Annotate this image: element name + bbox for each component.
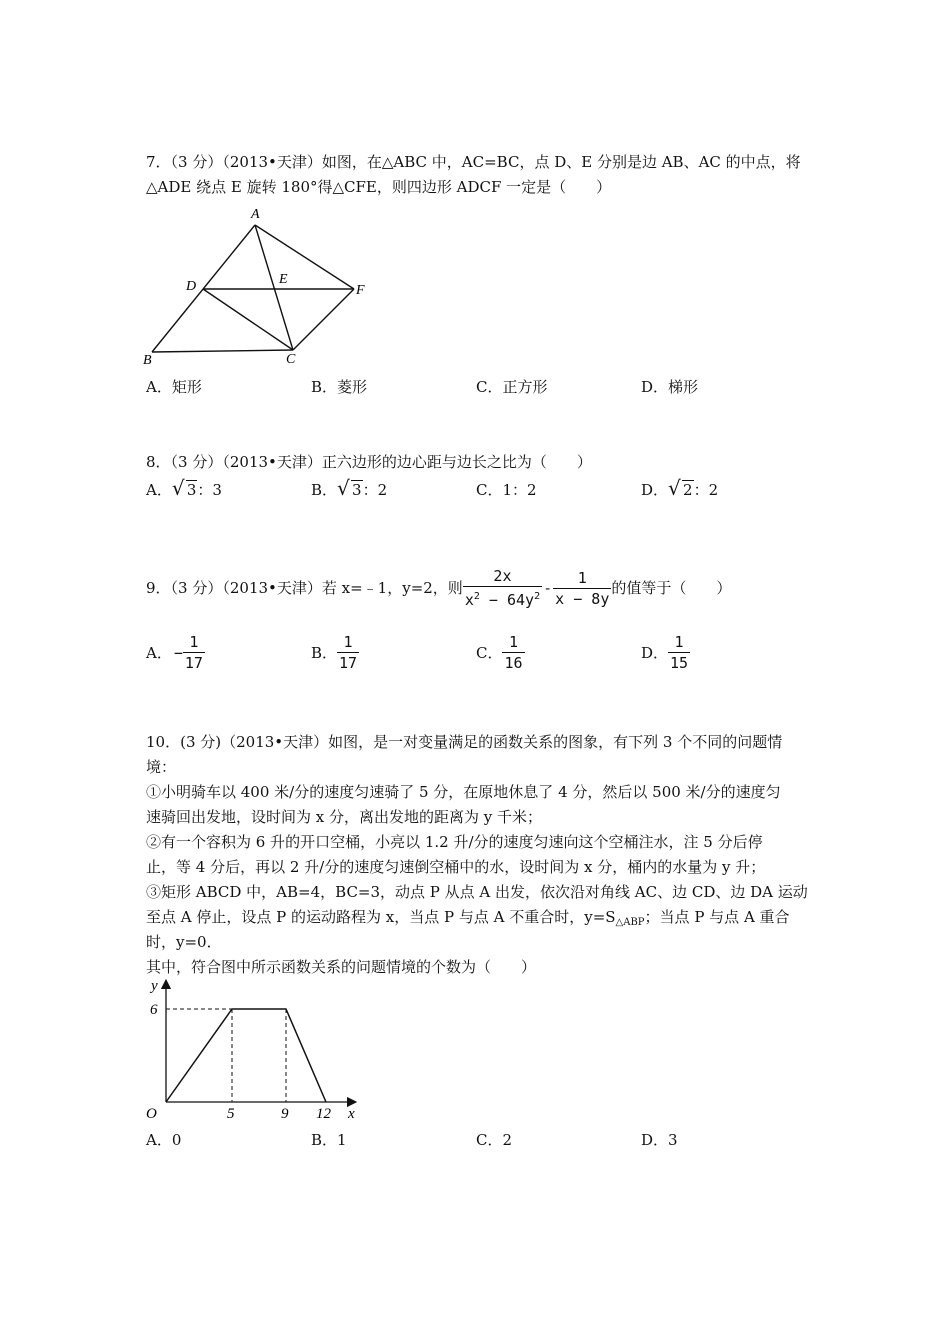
q10-scenario-3-line1: ③矩形 ABCD 中，AB=4，BC=3，动点 P 从点 A 出发，依次沿对角线 AC、边 CD、边 DA 运动 bbox=[146, 883, 808, 901]
q9-prefix: 9．（3 分）（2013•天津）若 x=﹣1，y=2，则 bbox=[146, 579, 463, 597]
radicand: 3 bbox=[352, 481, 362, 499]
option-letter: A． bbox=[146, 643, 172, 662]
exponent: 2 bbox=[473, 591, 480, 602]
label-C: C bbox=[286, 352, 296, 367]
fraction-numerator: 2x bbox=[493, 567, 512, 585]
option-text: 3 bbox=[668, 1131, 678, 1149]
tick-label-x12: 12 bbox=[316, 1106, 331, 1122]
den-part: x bbox=[464, 591, 474, 609]
fraction-numerator: 1 bbox=[577, 568, 587, 587]
option-letter: D． bbox=[641, 1131, 669, 1149]
fraction-denominator: 16 bbox=[504, 654, 523, 672]
option-letter: D． bbox=[641, 378, 669, 396]
q8-option-b[interactable] bbox=[311, 476, 388, 500]
q8-option-d[interactable] bbox=[641, 476, 719, 500]
fraction-denominator: 17 bbox=[339, 654, 358, 672]
option-letter: B． bbox=[311, 481, 338, 499]
q10-scenario-1-line2: 速骑回出发地，设时间为 x 分，离出发地的距离为 y 千米； bbox=[146, 808, 543, 826]
q10-option-b[interactable] bbox=[311, 1130, 347, 1150]
tick-label-x5: 5 bbox=[227, 1106, 235, 1122]
q9-fraction-1 bbox=[463, 566, 542, 610]
sqrt-symbol: √ 3 bbox=[337, 476, 362, 500]
q10-scenario-3-line3: 时，y=0． bbox=[146, 933, 222, 951]
option-letter: C． bbox=[476, 643, 503, 662]
label-B: B bbox=[143, 353, 152, 368]
fraction-numerator: 1 bbox=[189, 633, 199, 651]
option-letter: B． bbox=[311, 1131, 338, 1149]
fraction-denominator: 17 bbox=[184, 654, 203, 672]
option-text: 梯形 bbox=[668, 378, 699, 396]
q9-suffix: 的值等于（ ） bbox=[611, 579, 732, 597]
option-fraction bbox=[183, 632, 205, 673]
q7-stem-line1: 7．（3 分）（2013•天津）如图，在△ABC 中，AC=BC，点 D、E 分别是边 AB、AC 的中点，将 bbox=[146, 153, 801, 171]
radicand: 3 bbox=[186, 481, 197, 499]
option-text: 矩形 bbox=[171, 378, 202, 396]
option-fraction bbox=[502, 632, 524, 673]
option-text: 2 bbox=[502, 1131, 513, 1149]
den-part: − 64y bbox=[479, 591, 535, 609]
q8-stem: 8．（3 分）（2013•天津）正六边形的边心距与边长之比为（ ） bbox=[146, 453, 592, 471]
q7-option-b[interactable] bbox=[311, 377, 367, 397]
q7-triangle-figure bbox=[140, 200, 380, 370]
q9-fraction-2 bbox=[553, 568, 611, 609]
option-letter: A． bbox=[146, 378, 172, 396]
q10-stem-line1: 10．(3 分)（2013•天津）如图，是一对变量满足的函数关系的图象，有下列 3 个不同的问题情 bbox=[146, 733, 783, 751]
tick-label-x9: 9 bbox=[281, 1106, 289, 1122]
option-text: 1 bbox=[337, 1131, 347, 1149]
subscript: △ABP bbox=[615, 917, 645, 928]
fraction-numerator: 1 bbox=[674, 633, 684, 651]
q10-option-d[interactable] bbox=[641, 1130, 678, 1150]
option-tail: ：2 bbox=[693, 481, 719, 499]
label-A: A bbox=[251, 207, 260, 222]
fraction-numerator: 1 bbox=[509, 633, 519, 651]
option-text: 正方形 bbox=[502, 378, 548, 396]
option-text: 1：2 bbox=[502, 481, 537, 499]
q8-option-c[interactable] bbox=[476, 480, 537, 500]
fraction-denominator bbox=[463, 586, 542, 610]
q9-option-b[interactable] bbox=[311, 632, 359, 673]
option-letter: B． bbox=[311, 643, 338, 662]
segment-AF bbox=[255, 225, 354, 289]
tick-label-y6: 6 bbox=[150, 1002, 158, 1018]
q9-stem bbox=[146, 566, 731, 610]
q10-scenario-3-line2 bbox=[146, 907, 790, 933]
q9-option-a[interactable] bbox=[146, 632, 205, 673]
q10-option-a[interactable] bbox=[146, 1130, 181, 1150]
text-part: 至点 A 停止，设点 P 的运动路程为 x，当点 P 与点 A 不重合时，y=S bbox=[146, 908, 616, 926]
q9-option-d[interactable] bbox=[641, 632, 690, 673]
option-fraction bbox=[337, 632, 359, 673]
option-sign: − bbox=[173, 643, 183, 662]
fraction-denominator: x − 8y bbox=[555, 589, 610, 608]
option-letter: C． bbox=[476, 481, 503, 499]
q10-function-graph bbox=[140, 976, 380, 1122]
option-letter: D． bbox=[641, 643, 669, 662]
minus-sign: - bbox=[545, 579, 551, 597]
option-letter: A． bbox=[146, 1131, 172, 1149]
option-text: 菱形 bbox=[337, 378, 368, 396]
q10-scenario-1-line1: ①小明骑车以 400 米/分的速度匀速骑了 5 分，在原地休息了 4 分，然后以 500 米/分的速度匀 bbox=[146, 783, 781, 801]
q10-question: 其中，符合图中所示函数关系的问题情境的个数为（ ） bbox=[146, 958, 537, 976]
function-line bbox=[166, 1009, 326, 1102]
text-part: ；当点 P 与点 A 重合 bbox=[644, 908, 790, 926]
segment-DC bbox=[203, 289, 293, 350]
option-text: 0 bbox=[171, 1131, 182, 1149]
q8-option-a[interactable] bbox=[146, 476, 222, 500]
option-letter: C． bbox=[476, 1131, 503, 1149]
option-letter: D． bbox=[641, 481, 669, 499]
option-letter: C． bbox=[476, 378, 503, 396]
radicand: 2 bbox=[683, 481, 693, 499]
axis-label-x: x bbox=[348, 1106, 355, 1122]
q7-option-a[interactable] bbox=[146, 377, 202, 397]
label-D: D bbox=[186, 279, 197, 294]
label-E: E bbox=[279, 272, 288, 287]
q10-option-c[interactable] bbox=[476, 1130, 512, 1150]
q10-scenario-2-line2: 止，等 4 分后，再以 2 升/分的速度匀速倒空桶中的水，设时间为 x 分，桶内的水量为 y 升； bbox=[146, 858, 766, 876]
fraction-denominator: 15 bbox=[670, 654, 689, 672]
sqrt-symbol: √ 3 bbox=[171, 476, 197, 500]
origin-label: O bbox=[146, 1106, 157, 1122]
segment-BC bbox=[152, 350, 293, 352]
segment-AC bbox=[255, 225, 293, 350]
q7-option-c[interactable] bbox=[476, 377, 548, 397]
sqrt-symbol: √ 2 bbox=[668, 476, 693, 500]
fraction-numerator: 1 bbox=[343, 633, 353, 651]
segment-CF bbox=[293, 289, 354, 350]
exponent: 2 bbox=[534, 591, 541, 602]
label-F: F bbox=[356, 283, 365, 298]
option-letter: A． bbox=[146, 481, 172, 499]
option-letter: B． bbox=[311, 378, 338, 396]
option-fraction bbox=[668, 632, 690, 673]
axis-label-y: y bbox=[151, 978, 158, 994]
option-tail: ：3 bbox=[197, 481, 222, 499]
q7-stem-line2: △ADE 绕点 E 旋转 180°得△CFE，则四边形 ADCF 一定是（ ） bbox=[146, 178, 612, 196]
q10-stem-line2: 境： bbox=[146, 758, 177, 776]
q10-scenario-2-line1: ②有一个容积为 6 升的开口空桶，小亮以 1.2 升/分的速度匀速向这个空桶注水，注 5 分后停 bbox=[146, 833, 763, 851]
q9-option-c[interactable] bbox=[476, 632, 525, 673]
option-tail: ：2 bbox=[362, 481, 388, 499]
q7-option-d[interactable] bbox=[641, 377, 698, 397]
